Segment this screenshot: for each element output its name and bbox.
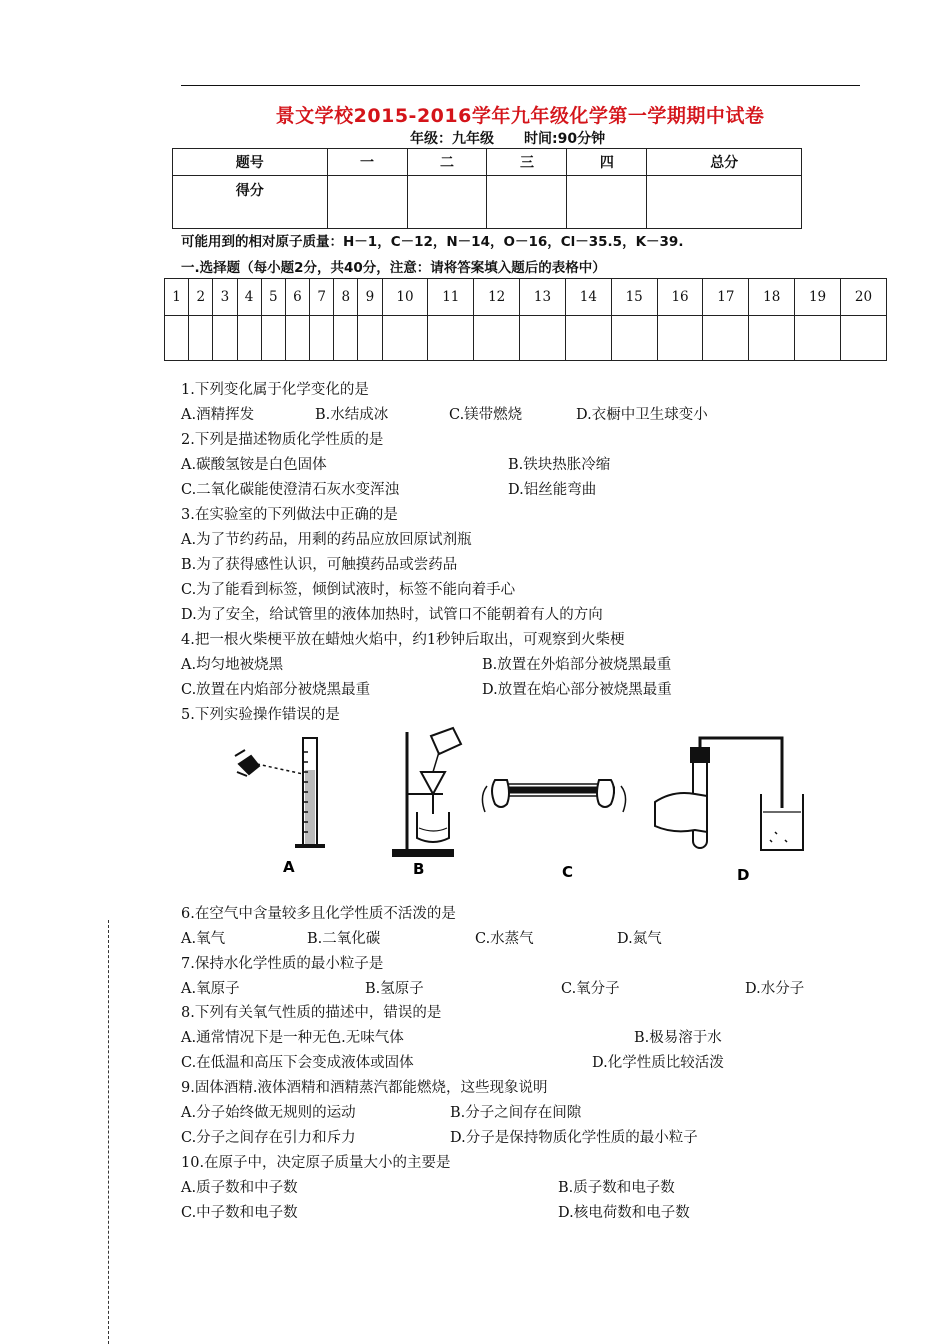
answer-number-cell: 6 [285, 279, 309, 316]
answer-blank-cell[interactable] [310, 316, 334, 361]
q10-option-d: D.核电荷数和电子数 [558, 1205, 690, 1221]
q10-option-b: B.质子数和电子数 [558, 1180, 675, 1196]
q4-option-d: D.放置在焰心部分被烧黑最重 [482, 682, 672, 698]
q9-option-b: B.分子之间存在间隙 [450, 1105, 582, 1121]
q2-option-c: C.二氧化碳能使澄清石灰水变浑浊 [181, 482, 400, 498]
q7-option-c: C.氧分子 [561, 981, 620, 997]
q9-option-c: C.分子之间存在引力和斥力 [181, 1130, 356, 1146]
score-header-cell: 题号 [173, 149, 328, 176]
answer-blank-cell[interactable] [795, 316, 841, 361]
question-5: 5.下列实验操作错误的是 [181, 707, 340, 723]
q6-option-c: C.水蒸气 [475, 931, 534, 947]
score-header-cell: 三 [487, 149, 567, 176]
question-6: 6.在空气中含量较多且化学性质不活泼的是 [181, 906, 456, 922]
q7-option-a: A.氧原子 [181, 981, 240, 997]
q4-option-b: B.放置在外焰部分被烧黑最重 [482, 657, 672, 673]
q10-option-a: A.质子数和中子数 [181, 1180, 298, 1196]
answer-number-cell: 10 [382, 279, 428, 316]
answer-blank-cell[interactable] [334, 316, 358, 361]
question-8: 8.下列有关氧气性质的描述中，错误的是 [181, 1005, 442, 1021]
answer-number-cell: 12 [474, 279, 520, 316]
q2-option-b: B.铁块热胀冷缩 [508, 457, 611, 473]
answer-number-cell: 20 [840, 279, 886, 316]
test-tube-tilting [482, 780, 625, 812]
header-rule [181, 85, 860, 86]
grade-label: 年级：九年级 [410, 131, 494, 147]
q8-option-c: C.在低温和高压下会变成液体或固体 [181, 1055, 414, 1071]
answer-blank-cell[interactable] [213, 316, 237, 361]
q6-option-b: B.二氧化碳 [307, 931, 381, 947]
answer-number-cell: 2 [189, 279, 213, 316]
answer-number-cell: 19 [795, 279, 841, 316]
atomic-mass-note: 可能用到的相对原子质量：H－1，C－12，N－14，O－16，Cl－35.5，K－39. [181, 234, 684, 250]
q3-option-a: A.为了节约药品，用剩的药品应放回原试剂瓶 [181, 532, 472, 548]
question-2: 2.下列是描述物质化学性质的是 [181, 432, 384, 448]
score-cell[interactable] [647, 176, 802, 229]
answer-table [164, 278, 887, 361]
score-cell[interactable] [407, 176, 487, 229]
answer-blank-cell[interactable] [565, 316, 611, 361]
answer-number-cell: 3 [213, 279, 237, 316]
q10-option-c: C.中子数和电子数 [181, 1205, 298, 1221]
q4-option-a: A.均匀地被烧黑 [181, 657, 284, 673]
q1-option-c: C.镁带燃烧 [449, 407, 523, 423]
question-4: 4.把一根火柴梗平放在蜡烛火焰中，约1秒钟后取出，可观察到火柴梗 [181, 632, 625, 648]
section-heading: 一.选择题（每小题2分，共40分，注意：请将答案填入题后的表格中） [181, 260, 606, 276]
score-header-cell: 四 [567, 149, 647, 176]
question-7: 7.保持水化学性质的最小粒子是 [181, 956, 384, 972]
answer-number-cell: 5 [261, 279, 285, 316]
score-cell[interactable] [327, 176, 407, 229]
answer-blank-cell[interactable] [285, 316, 309, 361]
exam-info [410, 128, 635, 148]
answer-blank-cell[interactable] [749, 316, 795, 361]
figure-label-a: A [283, 858, 295, 876]
answer-blank-cell[interactable] [358, 316, 382, 361]
q7-option-b: B.氢原子 [365, 981, 424, 997]
q5-apparatus-figures [225, 722, 805, 888]
answer-blank-cell[interactable] [382, 316, 428, 361]
binding-line [108, 920, 109, 1344]
q3-option-b: B.为了获得感性认识，可触摸药品或尝药品 [181, 557, 458, 573]
q8-option-a: A.通常情况下是一种无色.无味气体 [181, 1030, 404, 1046]
answer-number-cell: 11 [428, 279, 474, 316]
score-header-cell: 总分 [647, 149, 802, 176]
answer-blank-cell[interactable] [611, 316, 657, 361]
answer-blank-cell[interactable] [165, 316, 189, 361]
q6-option-a: A.氧气 [181, 931, 226, 947]
answer-number-cell: 18 [749, 279, 795, 316]
score-row-label: 得分 [173, 176, 328, 229]
answer-number-cell: 15 [611, 279, 657, 316]
answer-number-cell: 4 [237, 279, 261, 316]
score-table [172, 148, 802, 229]
eye-icon [235, 750, 259, 776]
answer-blank-cell[interactable] [261, 316, 285, 361]
filtration-setup [393, 728, 461, 856]
q2-option-d: D.铝丝能弯曲 [508, 482, 597, 498]
answer-blank-cell[interactable] [657, 316, 703, 361]
exam-title: 景文学校2015-2016学年九年级化学第一学期期中试卷 [275, 105, 765, 127]
answer-number-cell: 1 [165, 279, 189, 316]
answer-number-cell: 14 [565, 279, 611, 316]
answer-number-cell: 7 [310, 279, 334, 316]
answer-blank-cell[interactable] [428, 316, 474, 361]
figure-label-c: C [562, 863, 574, 881]
answer-number-cell: 8 [334, 279, 358, 316]
time-label: 时间:90分钟 [524, 131, 606, 147]
question-1: 1.下列变化属于化学变化的是 [181, 382, 369, 398]
score-cell[interactable] [567, 176, 647, 229]
q4-option-c: C.放置在内焰部分被烧黑最重 [181, 682, 371, 698]
q8-option-b: B.极易溶于水 [634, 1030, 722, 1046]
question-3: 3.在实验室的下列做法中正确的是 [181, 507, 398, 523]
answer-blank-cell[interactable] [189, 316, 213, 361]
q9-option-d: D.分子是保持物质化学性质的最小粒子 [450, 1130, 698, 1146]
figure-label-b: B [413, 860, 425, 878]
graduated-cylinder [295, 738, 325, 846]
answer-blank-cell[interactable] [474, 316, 520, 361]
score-header-cell: 二 [407, 149, 487, 176]
q1-option-b: B.水结成冰 [315, 407, 389, 423]
figure-label-d: D [737, 866, 750, 884]
answer-blank-cell[interactable] [703, 316, 749, 361]
score-header-cell: 一 [327, 149, 407, 176]
answer-blank-cell[interactable] [520, 316, 566, 361]
question-9: 9.固体酒精.液体酒精和酒精蒸汽都能燃烧，这些现象说明 [181, 1080, 548, 1096]
q9-option-a: A.分子始终做无规则的运动 [181, 1105, 356, 1121]
answer-number-cell: 9 [358, 279, 382, 316]
q7-option-d: D.水分子 [745, 981, 805, 997]
q1-option-a: A.酒精挥发 [181, 407, 255, 423]
answer-number-cell: 13 [520, 279, 566, 316]
q2-option-a: A.碳酸氢铵是白色固体 [181, 457, 327, 473]
q6-option-d: D.氮气 [617, 931, 662, 947]
answer-blank-cell[interactable] [237, 316, 261, 361]
q8-option-d: D.化学性质比较活泼 [592, 1055, 724, 1071]
answer-number-cell: 16 [657, 279, 703, 316]
q3-option-c: C.为了能看到标签，倾倒试液时，标签不能向着手心 [181, 582, 516, 598]
q1-option-d: D.衣橱中卫生球变小 [576, 407, 708, 423]
q3-option-d: D.为了安全，给试管里的液体加热时，试管口不能朝着有人的方向 [181, 607, 603, 623]
airtightness-check [655, 738, 803, 850]
question-10: 10.在原子中，决定原子质量大小的主要是 [181, 1155, 451, 1171]
answer-blank-cell[interactable] [840, 316, 886, 361]
score-cell[interactable] [487, 176, 567, 229]
answer-number-cell: 17 [703, 279, 749, 316]
